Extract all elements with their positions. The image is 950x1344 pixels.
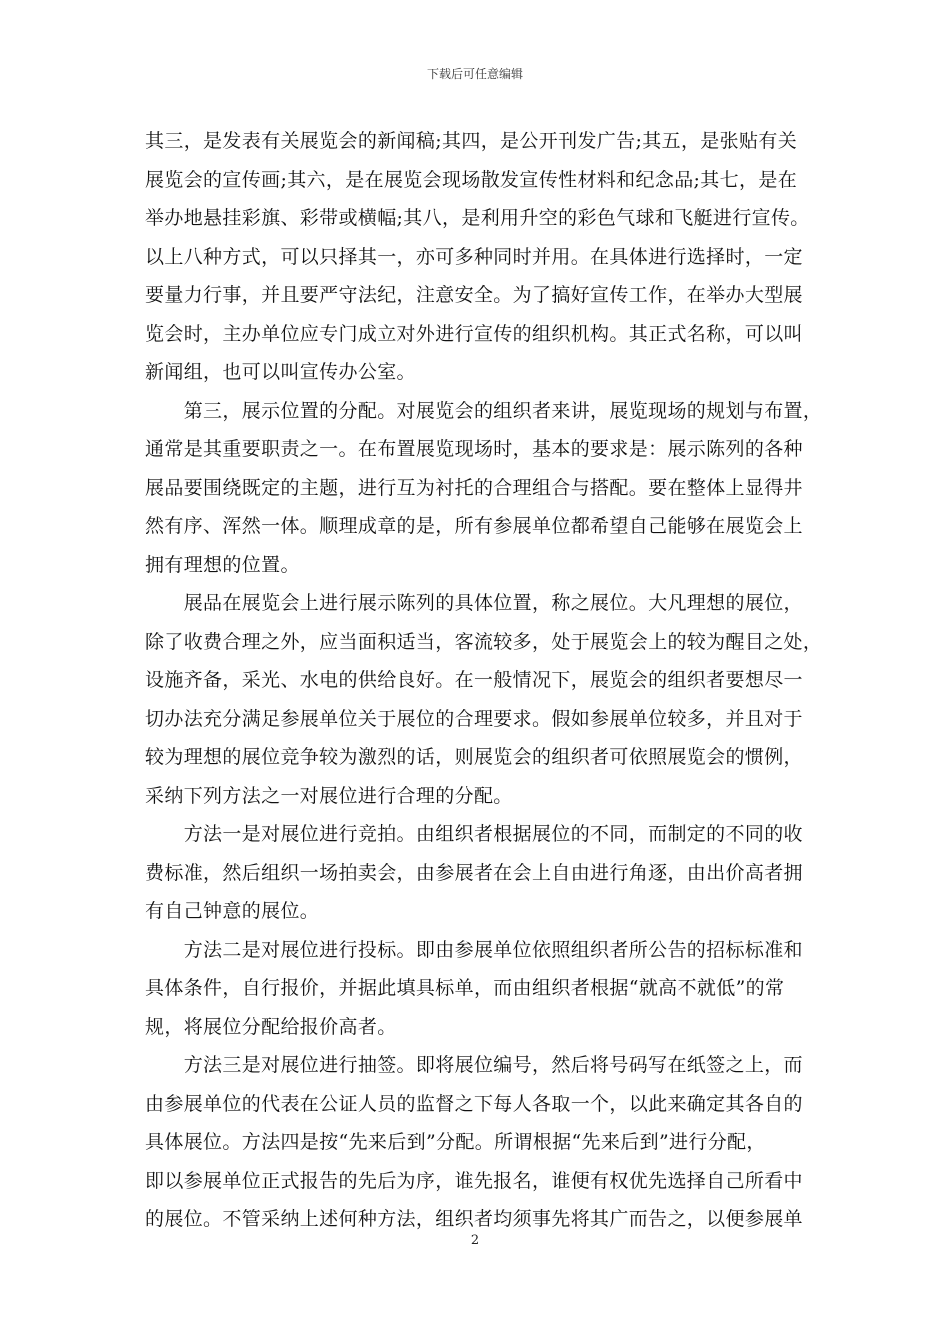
text-line: 即以参展单位正式报告的先后为序，谁先报名，谁便有权优先选择自己所看中 xyxy=(145,1169,803,1192)
text-line: 通常是其重要职责之一。在布置展览现场时，基本的要求是：展示陈列的各种 xyxy=(145,438,803,460)
text-line: 切办法充分满足参展单位关于展位的合理要求。假如参展单位较多，并且对于 xyxy=(145,707,803,730)
text-line: 拥有理想的位置。 xyxy=(145,553,300,576)
text-line: 具体展位。方法四是按“先来后到”分配。所谓根据“先来后到”进行分配， xyxy=(145,1131,766,1153)
text-line: 举办地悬挂彩旗、彩带或横幅;其八，是利用升空的彩色气球和飞艇进行宣传。 xyxy=(145,207,810,229)
text-line: 展品在展览会上进行展示陈列的具体位置，称之展位。大凡理想的展位， xyxy=(145,592,803,614)
page-header: 下载后可任意编辑 xyxy=(426,67,523,81)
text-line: 览会时，主办单位应专门成立对外进行宣传的组织机构。其正式名称，可以叫 xyxy=(145,322,803,345)
text-line: 其三，是发表有关展览会的新闻稿;其四，是公开刊发广告;其五，是张贴有关 xyxy=(145,130,798,152)
text-line: 采纳下列方法之一对展位进行合理的分配。 xyxy=(145,784,513,807)
text-line: 方法二是对展位进行投标。即由参展单位依照组织者所公告的招标标准和 xyxy=(145,938,803,961)
text-line: 费标准，然后组织一场拍卖会，由参展者在会上自由进行角逐，由出价高者拥 xyxy=(145,861,803,884)
text-line: 方法三是对展位进行抽签。即将展位编号，然后将号码写在纸签之上，而 xyxy=(145,1054,803,1076)
text-line: 第三，展示位置的分配。对展览会的组织者来讲，展览现场的规划与布置， xyxy=(145,399,823,422)
text-line: 要量力行事，并且要严守法纪，注意安全。为了搞好宣传工作，在举办大型展 xyxy=(145,284,803,306)
text-line: 除了收费合理之外，应当面积适当，客流较多，处于展览会上的较为醒目之处， xyxy=(145,630,823,653)
document-body xyxy=(145,122,823,1239)
text-line: 然有序、浑然一体。顺理成章的是，所有参展单位都希望自己能够在展览会上 xyxy=(145,515,803,537)
text-line: 较为理想的展位竞争较为激烈的话，则展览会的组织者可依照展览会的惯例， xyxy=(145,746,803,768)
text-line: 展览会的宣传画;其六，是在展览会现场散发宣传性材料和纪念品;其七，是在 xyxy=(145,168,798,191)
text-line: 方法一是对展位进行竞拍。由组织者根据展位的不同，而制定的不同的收 xyxy=(145,823,803,845)
text-line: 展品要围绕既定的主题，进行互为衬托的合理组合与搭配。要在整体上显得井 xyxy=(145,476,803,499)
text-line: 以上八种方式，可以只择其一，亦可多种同时并用。在具体进行选择时，一定 xyxy=(145,245,803,268)
text-line: 新闻组，也可以叫宣传办公室。 xyxy=(145,361,416,383)
text-line: 由参展单位的代表在公证人员的监督之下每人各取一个，以此来确定其各自的 xyxy=(145,1092,803,1115)
text-line: 的展位。不管采纳上述何种方法，组织者均须事先将其广而告之，以便参展单 xyxy=(145,1208,803,1230)
page-number: 2 xyxy=(470,1233,480,1248)
text-line: 规，将展位分配给报价高者。 xyxy=(145,1015,397,1038)
text-line: 设施齐备，采光、水电的供给良好。在一般情况下，展览会的组织者要想尽一 xyxy=(145,669,803,691)
text-line: 有自己钟意的展位。 xyxy=(145,900,320,922)
text-line: 具体条件，自行报价，并据此填具标单，而由组织者根据“就高不就低”的常 xyxy=(145,977,785,999)
